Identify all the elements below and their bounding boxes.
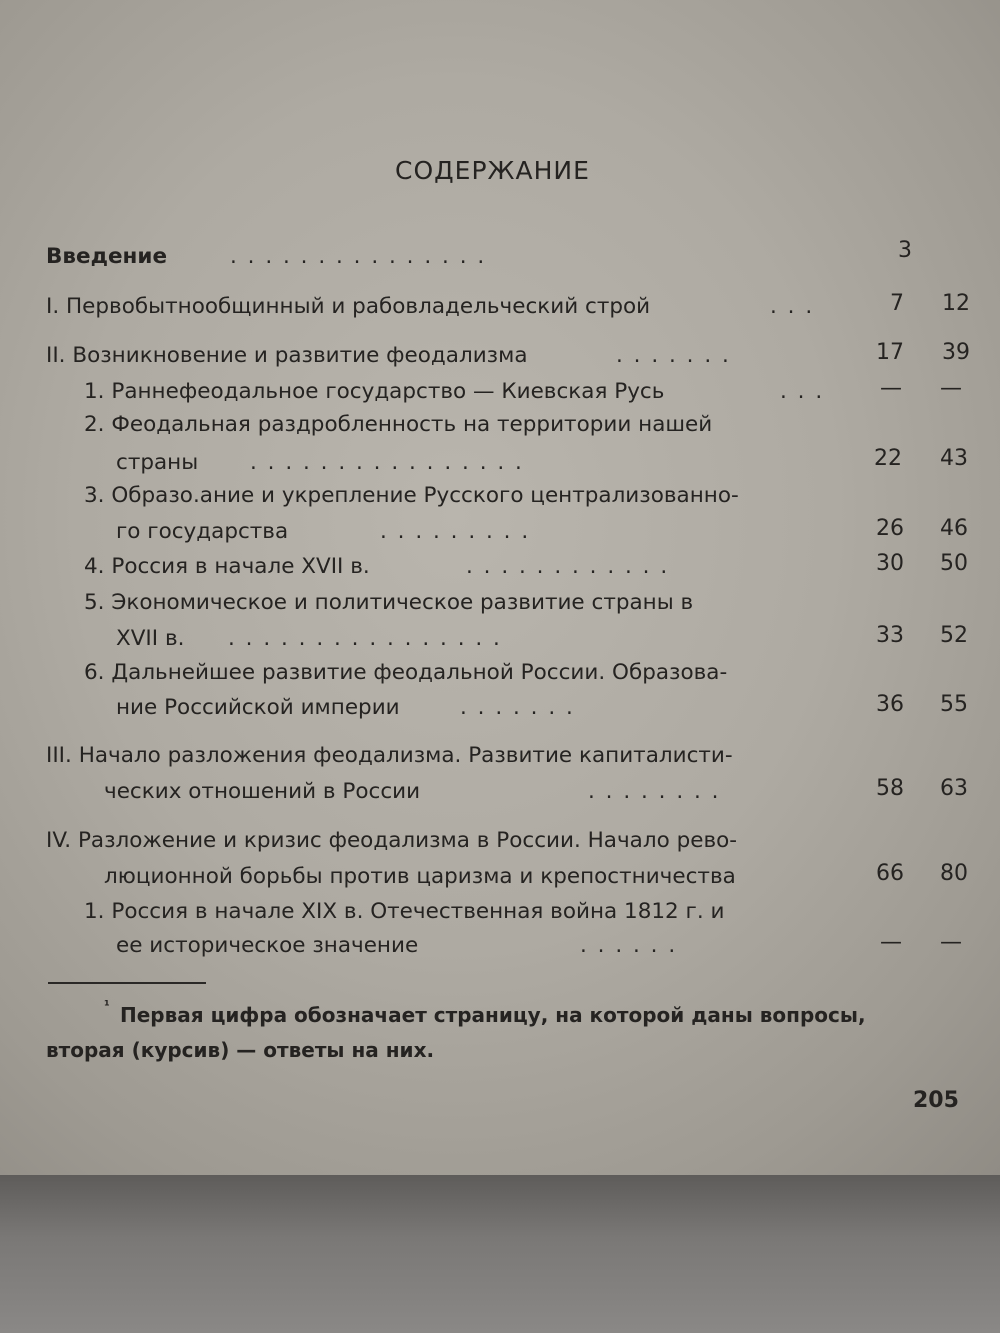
- toc-entry-2-2-cont: страны: [116, 450, 199, 475]
- toc-page-answer: 50: [940, 551, 968, 576]
- toc-page-question: 33: [876, 623, 904, 648]
- toc-entry-2-6-cont: ние Российской империи: [116, 695, 400, 720]
- toc-entry-4: IV. Разложение и кризис феодализма в России. Начало рево-: [46, 828, 738, 853]
- footnote-line-2: вторая (курсив) — ответы на них.: [46, 1038, 435, 1062]
- toc-leader: . . . . . . .: [460, 695, 575, 720]
- toc-leader: . . . . . .: [580, 933, 678, 958]
- toc-leader: . . . . . . . . . . . . . . .: [230, 244, 487, 269]
- toc-page-answer: 46: [940, 516, 968, 541]
- toc-entry-1: I. Первобытнообщинный и рабовладельческий строй: [46, 294, 651, 319]
- toc-entry-4-1-cont: ее историческое значение: [116, 933, 419, 958]
- toc-page-answer: 63: [940, 776, 968, 801]
- toc-entry-3-cont: ческих отношений в России: [104, 779, 421, 804]
- toc-page-answer: 39: [942, 340, 970, 365]
- toc-entry-2-6: 6. Дальнейшее развитие феодальной России. Образова-: [84, 660, 728, 685]
- toc-entry-intro: Введение: [46, 244, 168, 269]
- toc-entry-2-3: 3. Образо.ание и укрепление Русского централизованно-: [84, 483, 739, 508]
- toc-entry-2-3-cont: го государства: [116, 519, 289, 544]
- toc-entry-2-4: 4. Россия в начале XVII в.: [84, 554, 370, 579]
- toc-page-answer: 80: [940, 861, 968, 886]
- toc-entry-2-5-cont: XVII в.: [116, 626, 185, 651]
- toc-page-question: 66: [876, 861, 904, 886]
- toc-page-question: —: [880, 376, 902, 401]
- toc-page-question: 58: [876, 776, 904, 801]
- footnote-line-1: Первая цифра обозначает страницу, на которой даны вопросы,: [120, 1003, 866, 1027]
- toc-page-answer: 55: [940, 692, 968, 717]
- toc-entry-2-1: 1. Раннефеодальное государство — Киевская Русь: [84, 379, 665, 404]
- toc-entry-4-1: 1. Россия в начале XIX в. Отечественная война 1812 г. и: [84, 899, 725, 924]
- toc-page-question: 7: [890, 291, 904, 316]
- toc-leader: . . .: [770, 294, 815, 319]
- toc-leader: . . . . . . .: [616, 343, 731, 368]
- toc-leader: . . . . . . . . . . . . . . . .: [250, 450, 524, 475]
- toc-entry-2-2: 2. Феодальная раздробленность на территории нашей: [84, 412, 713, 437]
- toc-page-answer: 12: [942, 291, 970, 316]
- toc-page-question: 36: [876, 692, 904, 717]
- toc-page-question: 3: [898, 238, 912, 263]
- toc-entry-2-5: 5. Экономическое и политическое развитие страны в: [84, 590, 694, 615]
- toc-page-question: —: [880, 930, 902, 955]
- toc-entry-4-cont: люционной борьбы против царизма и крепостничества: [104, 864, 736, 889]
- footnote-divider: [48, 982, 206, 984]
- toc-page-question: 26: [876, 516, 904, 541]
- toc-page-question: 30: [876, 551, 904, 576]
- page-title: СОДЕРЖАНИЕ: [395, 156, 590, 185]
- page-number: 205: [913, 1088, 959, 1113]
- toc-entry-3: III. Начало разложения феодализма. Развитие капиталисти-: [46, 743, 733, 768]
- toc-leader: . . . . . . . . . . . .: [466, 554, 670, 579]
- toc-leader: . . . . . . . . . . . . . . . .: [228, 626, 502, 651]
- toc-page-answer: 52: [940, 623, 968, 648]
- toc-page-question: 17: [876, 340, 904, 365]
- toc-leader: . . .: [780, 379, 825, 404]
- toc-leader: . . . . . . . . .: [380, 519, 531, 544]
- toc-page-answer: 43: [940, 446, 968, 471]
- toc-page-answer: —: [940, 930, 962, 955]
- background-surface: [0, 1175, 1000, 1333]
- footnote-marker: ¹: [104, 999, 110, 1014]
- toc-leader: . . . . . . . .: [588, 779, 721, 804]
- toc-page-answer: —: [940, 376, 962, 401]
- toc-page-question: 22: [874, 446, 902, 471]
- toc-entry-2: II. Возникновение и развитие феодализма: [46, 343, 528, 368]
